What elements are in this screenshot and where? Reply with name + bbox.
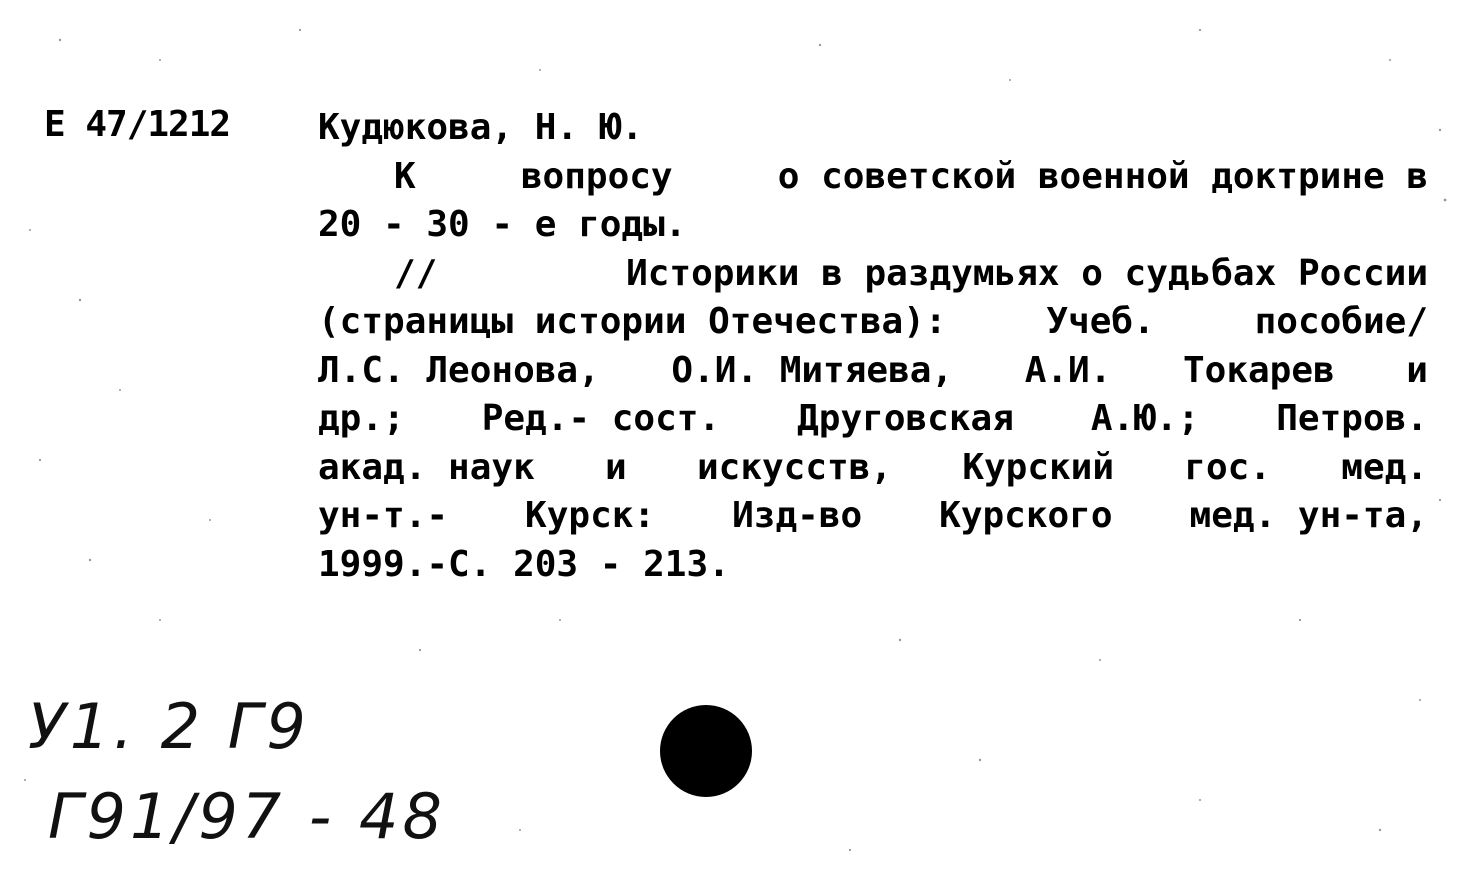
entry-line: Л.С. Леонова, О.И. Митяева, А.И. Токарев и [318, 349, 1428, 391]
entry-line: 1999.-С. 203 - 213. [318, 543, 730, 585]
entry-line: др.; Ред.- сост. Друговская А.Ю.; Петров. [318, 398, 1428, 439]
entry-line: акад. наук и искусств, Курский гос. мед. [318, 446, 1428, 488]
shelf-mark: Е 47/1212 [44, 104, 231, 145]
entry-line: К вопросу о советской военной доктрине в [394, 155, 1428, 197]
entry-line: (страницы истории Отечества): Учеб. пособие/ [318, 301, 1428, 342]
entry-line: ун-т.- Курск: Изд-во Курского мед. ун-та, [318, 495, 1428, 536]
entry-line: 20 - 30 - е годы. [318, 204, 687, 245]
author-line: Кудюкова, Н. Ю. [318, 107, 644, 148]
handwritten-inventory-number: Г91/97 - 48 [48, 780, 446, 853]
handwritten-classification-code: У1. 2 Г9 [28, 690, 310, 763]
punch-hole-dot [660, 705, 752, 797]
bibliographic-entry [318, 104, 1428, 589]
entry-line: // Историки в раздумьях о судьбах России [394, 252, 1428, 294]
